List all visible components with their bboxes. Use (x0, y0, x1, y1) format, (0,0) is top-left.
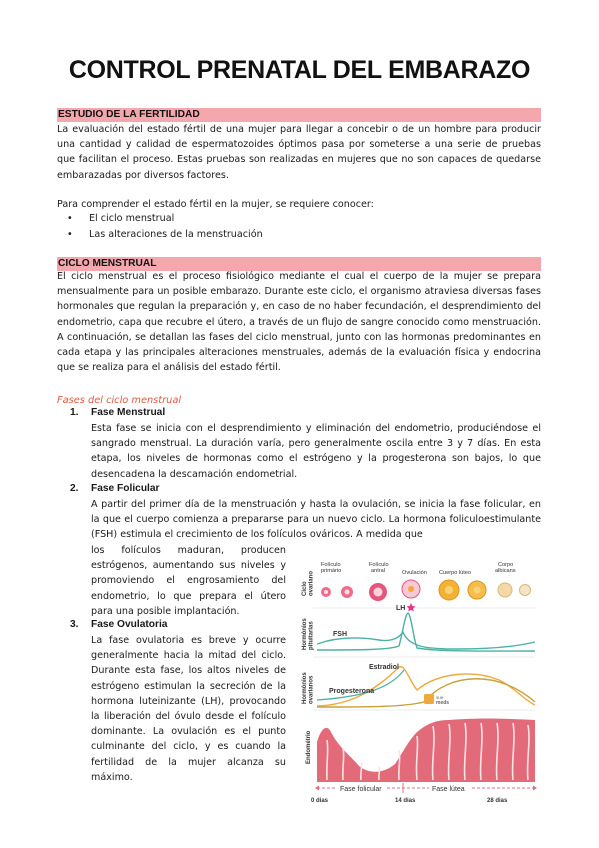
phase-number: 3. (70, 619, 79, 630)
estradiol-label: Estradiol (369, 664, 399, 671)
corpus-luteum-core (445, 586, 453, 594)
lh-curve (317, 613, 535, 651)
sanarmeds-logo-icon (424, 694, 434, 704)
phase-text-folicular: A partir del primer día de la menstruación y hasta la ovulación, se inicia la fase folicular, en la que el cuerpo comienza a prepararse para un nuevo ciclo. La hormona foliculoestimulante (FSH) estimula el crecimiento de los folículos ováricos. A medida que (91, 499, 541, 541)
bullet-item: • El ciclo menstrual (57, 211, 541, 227)
section-heading-ciclo: CICLO MENSTRUAL (57, 257, 541, 271)
phase-number: 2. (70, 483, 79, 494)
endometrium-shape (317, 719, 535, 783)
ovum-icon (408, 586, 414, 592)
stage-label-antral: Folículo antral (369, 562, 389, 574)
arrow-left-icon (315, 786, 319, 791)
stage-label-cuerpo-luteo: Cuerpo lúteo (439, 570, 472, 576)
phase-heading-menstrual (70, 407, 165, 418)
section-heading-fertilidad: ESTUDIO DE LA FERTILIDAD (57, 108, 541, 122)
phase-label-lutea: Fase lútea (432, 786, 465, 793)
phase-title: Fase Folicular (91, 483, 160, 494)
day-label-28: 28 dias (487, 798, 508, 804)
menstrual-cycle-figure (299, 552, 541, 808)
page-title: CONTROL PRENATAL DEL EMBARAZO (68, 56, 531, 84)
arrow-right-icon (533, 786, 537, 791)
follicle-core (324, 590, 328, 594)
logo-text: sue (436, 695, 444, 700)
antral-core (374, 588, 383, 597)
stage-label-albicans: Corpo albicans (495, 562, 516, 574)
phase-number: 1. (70, 407, 79, 418)
day-label-0: 0 dias (311, 798, 329, 804)
logo-text: meds (436, 700, 450, 706)
corpus-luteum-core (474, 587, 481, 594)
row-label-ciclo: Cicloovariano (302, 570, 315, 596)
day-label-14: 14 dias (395, 798, 416, 804)
ciclo-paragraph: El ciclo menstrual es el proceso fisiológico mediante el cual el cuerpo de la mujer se prepara mensualmente para un posible embarazo. Durante este ciclo, el organismo atraviesa diversas fases hormonales que regulan la preparación y, en caso de no haber fecundación, el desprendimiento del endometrio, capa que recubre el útero, a través de un flujo de sangre conocido como menstruación. A continuación, se detallan las fases del ciclo menstrual, junto con las hormonas predominantes en cada etapa y las principales alteraciones menstruales, además de la evaluación física y endocrina que se realiza para el análisis del estado fértil. (57, 271, 541, 374)
stage-label-primario: Folículo primário (321, 562, 342, 574)
row-label-pituitarias: Hormôniospituitarias (302, 618, 315, 650)
fertilidad-paragraph-1: La evaluación del estado fértil de una mujer para llegar a concebir o de un hombre para producir una cantidad y calidad de espermatozoides óptimos pasa por someterse a una serie de pruebas que facilitan el proceso. Estas pruebas son realizadas en mujeres que no son capaces de quedarse embarazadas por diversos factores. (57, 124, 541, 181)
ovulation-star-icon (407, 603, 416, 611)
phase-title: Fase Ovulatoria (91, 619, 168, 630)
fsh-curve (317, 632, 535, 649)
phase-title: Fase Menstrual (91, 407, 166, 418)
phase-text-folicular-continued: los folículos maduran, producen estrógenos, aumentando sus niveles y promoviendo el engrosamiento del endometrio, lo que prepara el útero para una posible implantación. (91, 545, 286, 617)
corpus-albicans-icon (498, 583, 512, 597)
phase-text-menstrual: Esta fase se inicia con el desprendimiento y eliminación del endometrio, produciéndose el sangrado menstrual. La duración varía, pero generalmente oscila entre 3 y 7 días. En esta etapa, los niveles de hormonas como el estrógeno y la progesterona son bajos, lo que desencadena la descamación endometrial. (91, 423, 541, 480)
phase-heading-ovulatoria (70, 619, 167, 630)
row-label-endometrio: Endométrio (306, 730, 312, 764)
phase-text-ovulatoria: La fase ovulatoria es breve y ocurre generalmente hacia la mitad del ciclo. Durante esta fase, los altos niveles de estrógeno estimulan la secreción de la hormona luteinizante (LH), provocando la liberación del óvulo desde el folículo dominante. La ovulación es el punto culminante del ciclo, y es cuando la fertilidad de la mujer alcanza su máximo. (91, 635, 286, 783)
menstrual-cycle-diagram (299, 552, 541, 808)
corpus-albicans-icon (520, 585, 531, 596)
phase-label-folicular: Fase folicular (340, 786, 382, 793)
phase-heading-folicular (70, 483, 160, 494)
lh-label: LH (396, 605, 406, 612)
row-label-ovarianos: Hormôniosovarianos (302, 672, 315, 704)
fertilidad-bullet-list (57, 211, 541, 243)
fertilidad-paragraph-2: Para comprender el estado fértil en la mujer, se requiere conocer: (57, 199, 374, 210)
stage-label-ovulacion: Ovulación (402, 570, 427, 576)
bullet-item: • Las alteraciones de la menstruación (57, 227, 541, 243)
progesterona-label: Progesterona (329, 688, 375, 695)
fsh-label: FSH (333, 631, 347, 638)
follicle-core (345, 590, 350, 595)
phases-subheading: Fases del ciclo menstrual (57, 395, 182, 406)
